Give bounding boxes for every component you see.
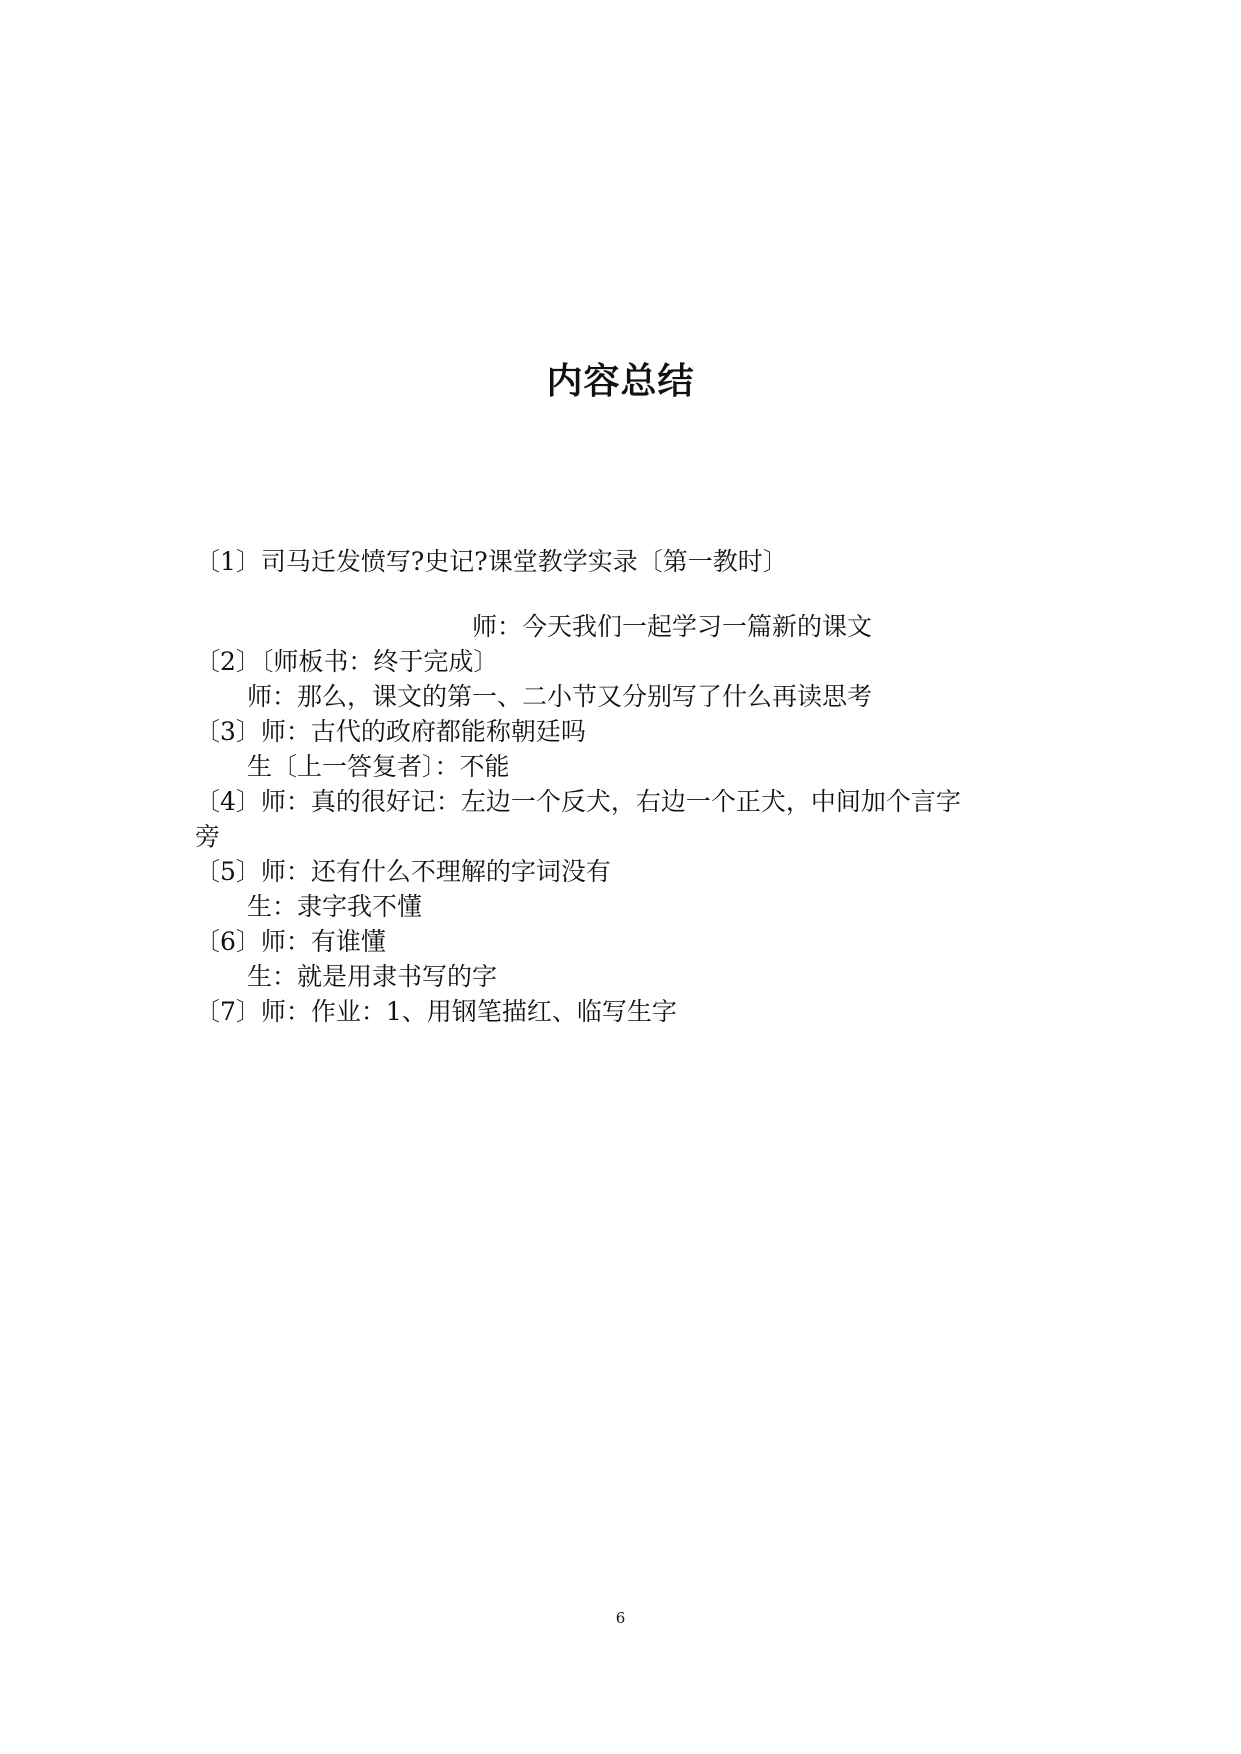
summary-line-13: 〔7〕师：作业：1、用钢笔描红、临写生字 — [195, 997, 677, 1026]
summary-line-2: 师：今天我们一起学习一篇新的课文 — [472, 612, 873, 641]
page-title: 内容总结 — [546, 361, 695, 402]
summary-line-12: 生：就是用隶书写的字 — [247, 962, 498, 991]
summary-line-11: 〔6〕师：有谁懂 — [195, 927, 386, 956]
summary-line-10: 生：隶字我不懂 — [247, 892, 423, 921]
summary-line-3: 〔2〕〔师板书：终于完成〕 — [195, 647, 499, 676]
page-number: 6 — [615, 1609, 626, 1627]
summary-line-1: 〔1〕司马迁发愤写?史记?课堂教学实录〔第一教时〕 — [195, 547, 788, 576]
summary-line-4: 师：那么，课文的第一、二小节又分别写了什么再读思考 — [247, 682, 873, 711]
summary-line-5: 〔3〕师：古代的政府都能称朝廷吗 — [195, 717, 586, 746]
summary-line-9: 〔5〕师：还有什么不理解的字词没有 — [195, 857, 611, 886]
summary-line-6: 生〔上一答复者〕：不能 — [247, 752, 510, 781]
summary-line-8: 旁 — [195, 822, 221, 851]
summary-line-7: 〔4〕师：真的很好记：左边一个反犬，右边一个正犬，中间加个言字 — [195, 787, 961, 816]
